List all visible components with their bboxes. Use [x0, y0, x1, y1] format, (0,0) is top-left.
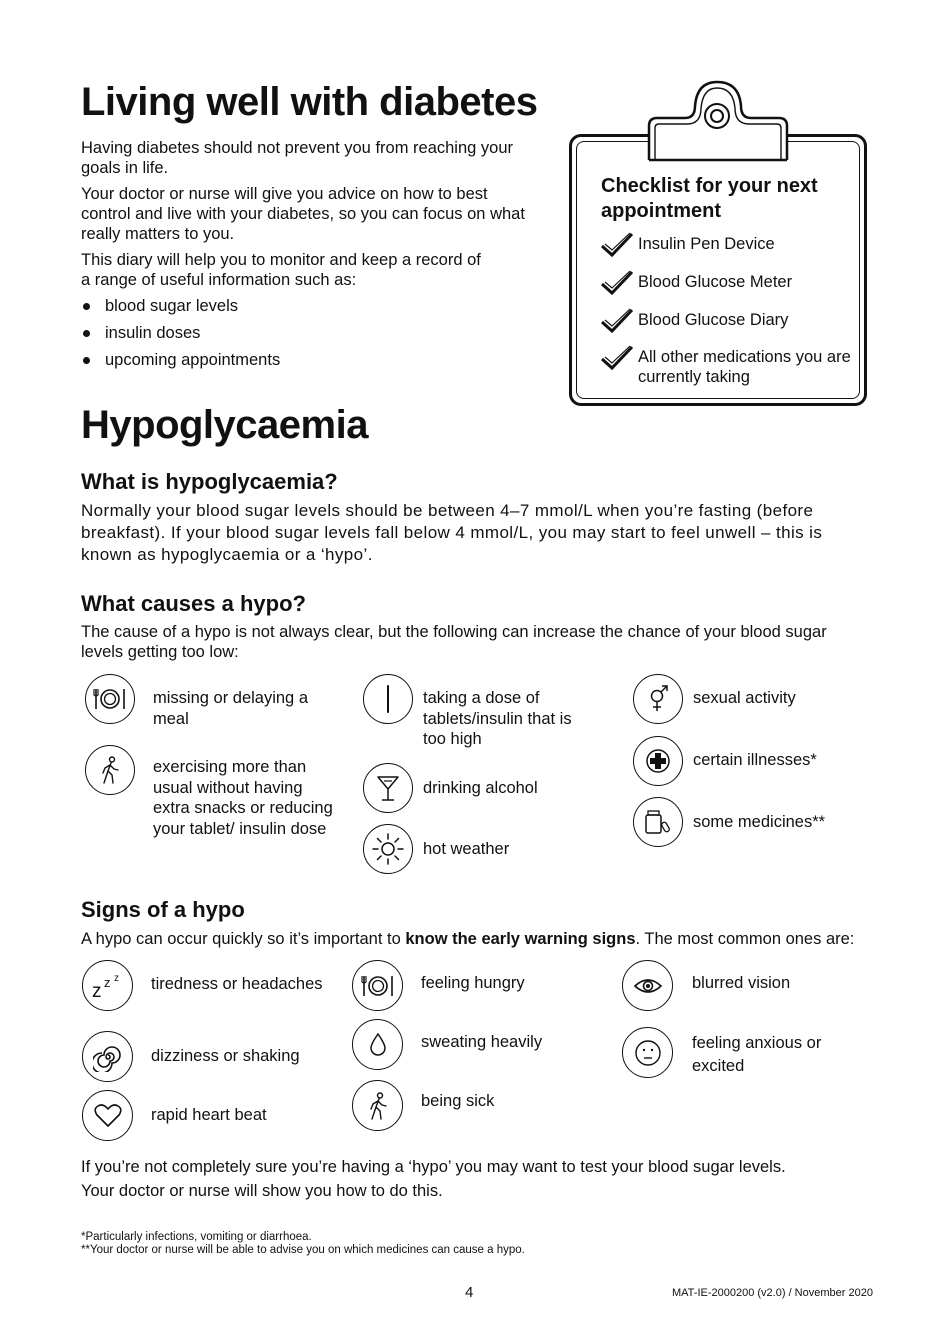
what-text: Normally your blood sugar levels should be between 4–7 mmol/L when you’re fasting (before breakfast). If your blood sugar levels fall below 4 mmol/L, you may start to feel unwell – this is known as hypoglycaemia or a ‘hypo’.: [81, 501, 823, 564]
intro-paragraph: Having diabetes should not prevent you from reaching your goals in life.: [81, 139, 514, 177]
checklist-item: Insulin Pen Device: [600, 234, 853, 254]
anxious-face-icon: [622, 1027, 673, 1078]
section-title: Hypoglycaemia: [81, 403, 368, 447]
intro-paragraph: Your doctor or nurse will give you advice on how to best control and live with your diabetes, so you can focus on what really matters to you.: [81, 185, 525, 243]
cause-label: some medicines**: [693, 813, 826, 831]
cause-label: certain illnesses*: [693, 751, 817, 769]
footnotes: [81, 1231, 781, 1257]
clipboard-clip-icon: [645, 78, 791, 162]
cause-label: drinking alcohol: [423, 779, 538, 797]
what-heading: What is hypoglycaemia?: [81, 469, 338, 494]
footnote: *Particularly infections, vomiting or diarrhoea.: [81, 1231, 312, 1243]
checklist-item: Blood Glucose Diary: [600, 310, 853, 330]
medical-cross-icon: [633, 736, 683, 786]
sign-label: rapid heart beat: [151, 1106, 267, 1124]
cocktail-glass-icon: [363, 763, 413, 813]
water-drop-icon: [352, 1019, 403, 1070]
causes-heading: What causes a hypo?: [81, 591, 306, 616]
checkmark-icon: [600, 308, 634, 334]
sign-label: being sick: [421, 1092, 495, 1110]
footnote: **Your doctor or nurse will be able to advise you on which medicines can cause a hypo.: [81, 1244, 525, 1256]
page-title: Living well with diabetes: [81, 80, 538, 124]
walking-person-icon: [85, 745, 135, 795]
sun-icon: [363, 824, 413, 874]
eye-icon: [622, 960, 673, 1011]
sign-label: dizziness or shaking: [151, 1047, 300, 1065]
checkmark-icon: [600, 345, 634, 371]
signs-intro-emphasis: know the early warning signs: [405, 930, 636, 948]
checkmark-icon: [600, 270, 634, 296]
test-text: If you’re not completely sure you’re having a ‘hypo’ you may want to test your blood sugar levels. Your doctor or nurse will show you how to do this.: [81, 1158, 786, 1200]
svg-text:z: z: [113, 972, 119, 984]
list-item: upcoming appointments: [81, 350, 531, 377]
signs-intro: A hypo can occur quickly so it’s important to know the early warning signs. The most common ones are:: [81, 930, 855, 948]
list-item: blood sugar levels: [81, 296, 531, 323]
cause-label: missing or delaying a meal: [153, 689, 308, 728]
pill-bottle-icon: [633, 797, 683, 847]
sleep-zzz-icon: [82, 960, 133, 1011]
info-list: [81, 296, 531, 377]
checklist-item: All other medications you are currently taking: [600, 347, 853, 387]
walking-person-icon: [352, 1080, 403, 1131]
heart-icon: [82, 1090, 133, 1141]
document-code: MAT-IE-2000200 (v2.0) / November 2020: [672, 1287, 873, 1299]
plate-cutlery-icon: [85, 674, 135, 724]
checklist-item: Blood Glucose Meter: [600, 272, 853, 292]
svg-text:z: z: [91, 980, 101, 999]
sign-label: feeling anxious or excited: [692, 1034, 822, 1075]
sign-label: tiredness or headaches: [151, 975, 323, 993]
cause-label: sexual activity: [693, 689, 796, 707]
single-line-icon: [363, 674, 413, 724]
list-item: insulin doses: [81, 323, 531, 350]
plate-cutlery-icon: [352, 960, 403, 1011]
intro-text: [81, 138, 531, 377]
sign-label: blurred vision: [692, 974, 791, 992]
sign-label: feeling hungry: [421, 974, 525, 992]
cause-label: hot weather: [423, 840, 510, 858]
spiral-icon: [82, 1031, 133, 1082]
gender-symbol-icon: [633, 674, 683, 724]
checkmark-icon: [600, 232, 634, 258]
cause-label: exercising more than usual without having extra snacks or reducing your tablet/ insulin dose: [153, 758, 333, 838]
intro-paragraph: This diary will help you to monitor and keep a record of a range of useful information such as:: [81, 251, 481, 289]
causes-intro: The cause of a hypo is not always clear, but the following can increase the chance of your blood sugar levels getting too low:: [81, 623, 827, 661]
checklist-title: Checklist for your next appointment: [601, 175, 818, 222]
cause-label: taking a dose of tablets/insulin that is too high: [423, 689, 572, 748]
sign-label: sweating heavily: [421, 1033, 543, 1051]
page-number: 4: [465, 1284, 474, 1301]
svg-text:z: z: [103, 974, 110, 990]
signs-heading: Signs of a hypo: [81, 897, 245, 922]
